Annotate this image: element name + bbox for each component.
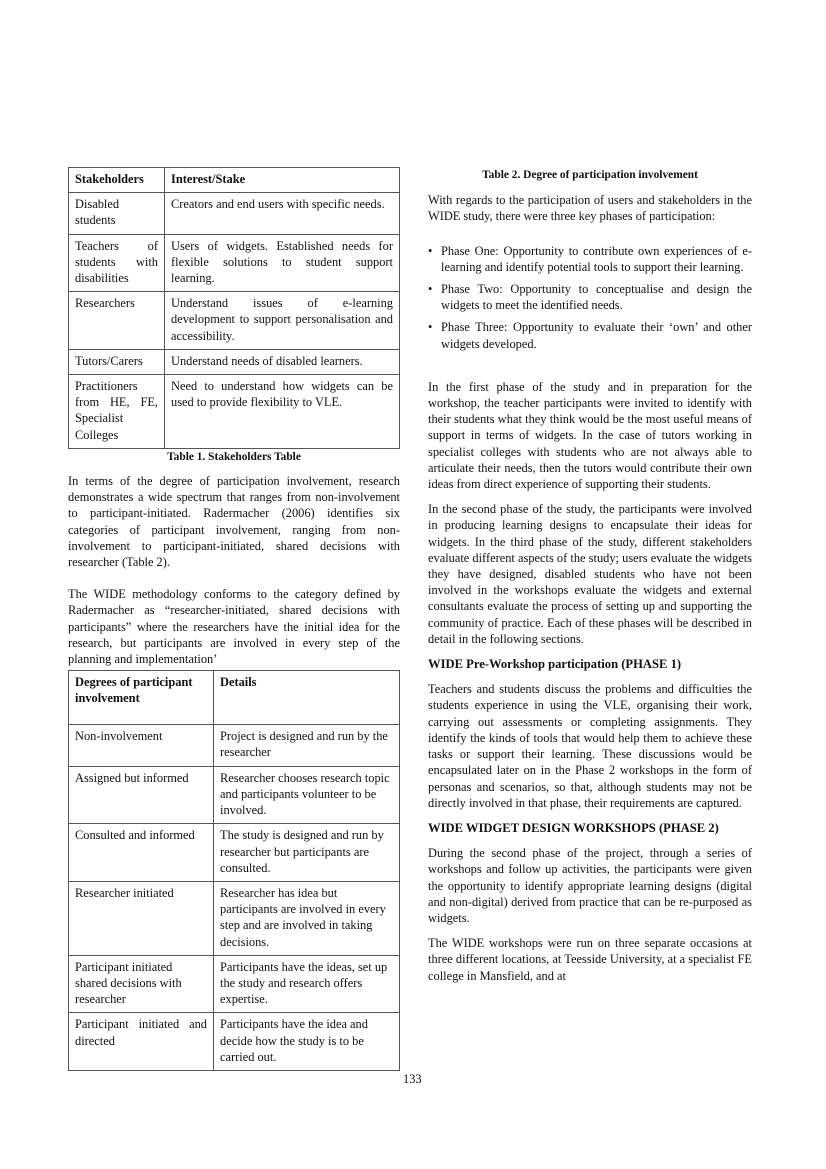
table-row [69, 881, 400, 955]
table-cell: Assigned but informed [69, 766, 214, 824]
table-cell: Participants have the ideas, set up the study and research offers expertise. [214, 955, 400, 1013]
paragraph: In the second phase of the study, the participants were involved in producing learning designs to encapsulate their ideas for widgets. In the third phase of the study, different stakeholders evaluate different aspects of the study; users evaluate the widgets they have designed, disabled students who have not been involved in the workshops evaluate the widgets and external consultants evaluate the process of setting up and supporting the community of practice. Each of these phases will be described in detail in the following sections. [428, 502, 752, 646]
table-header-cell: Stakeholders [69, 168, 165, 193]
table-row [69, 292, 400, 350]
table-cell: Non-involvement [69, 725, 214, 766]
participation-table [68, 670, 400, 1071]
stakeholders-table [68, 167, 400, 449]
section-heading: WIDE WIDGET DESIGN WORKSHOPS (PHASE 2) [428, 820, 719, 835]
table2-caption: Table 2. Degree of participation involvement [482, 169, 698, 181]
table-row [69, 766, 400, 824]
table-cell: Understand issues of e-learning development to support personalisation and accessibility. [165, 292, 400, 350]
table-header-row [69, 671, 400, 725]
paragraph: In the first phase of the study and in preparation for the workshop, the teacher participants were invited to identify with their students what they think would be the most useful means of support in terms of widgets. In the case of tutors working in specialist colleges with students who are not always able to articulate their needs, then the tutors would contribute their own ideas from direct experience of supporting their students. [428, 379, 752, 492]
paragraph: During the second phase of the project, through a series of workshops and follow up activities, the participants were given the opportunity to identify appropriate learning designs (digital and non-digital) derived from practice that can be re-purposed as widgets. [428, 846, 752, 925]
table-row [69, 824, 400, 882]
table-cell: Researcher has idea but participants are involved in every step and are involved in taking decisions. [214, 881, 400, 955]
table-header-cell: Interest/Stake [165, 168, 400, 193]
list-item: • Phase Two: Opportunity to conceptualise and design the widgets to meet the identified needs. [428, 281, 752, 313]
table-cell: Disabled students [69, 193, 165, 234]
table-cell: Participant initiated shared decisions with researcher [69, 955, 214, 1013]
table-cell: Users of widgets. Established needs for flexible solutions to student support learning. [165, 234, 400, 292]
table-cell: Need to understand how widgets can be used to provide flexibility to VLE. [165, 375, 400, 449]
table-cell: Researchers [69, 292, 165, 350]
table-header-cell: Degrees of participant involvement [69, 671, 214, 725]
left-column [68, 167, 400, 1071]
table-row [69, 955, 400, 1013]
table-cell: The study is designed and run by researcher but participants are consulted. [214, 824, 400, 882]
table-cell: Participants have the idea and decide how the study is to be carried out. [214, 1013, 400, 1071]
table-cell: Tutors/Carers [69, 349, 165, 374]
table-cell: Creators and end users with specific needs. [165, 193, 400, 234]
table1-caption: Table 1. Stakeholders Table [167, 450, 301, 463]
table-cell: Researcher chooses research topic and participants volunteer to be involved. [214, 766, 400, 824]
table-cell: Practitioners from HE, FE, Specialist Colleges [69, 375, 165, 449]
table-cell: Consulted and informed [69, 824, 214, 882]
phase-list [428, 243, 752, 352]
table-cell: Participant initiated and directed [69, 1013, 214, 1071]
table-cell: Understand needs of disabled learners. [165, 349, 400, 374]
paragraph: The WIDE methodology conforms to the category defined by Radermacher as “researcher-initiated, shared decisions with participants” where the researchers have the initial idea for the research, but participants are involved in every step of the planning and implementation’ [68, 587, 400, 667]
paragraph: With regards to the participation of users and stakeholders in the WIDE study, there were three key phases of participation: [428, 193, 752, 224]
section-heading: WIDE Pre-Workshop participation (PHASE 1) [428, 657, 682, 672]
table-cell: Researcher initiated [69, 881, 214, 955]
table-row [69, 349, 400, 374]
list-item: • Phase Three: Opportunity to evaluate their ‘own’ and other widgets developed. [428, 319, 752, 351]
table-row [69, 1013, 400, 1071]
table-header-row [69, 168, 400, 193]
table-header-cell: Details [214, 671, 400, 725]
table-row [69, 193, 400, 234]
table-cell: Project is designed and run by the researcher [214, 725, 400, 766]
list-item: • Phase One: Opportunity to contribute own experiences of e-learning and identify potential tools to support their learning. [428, 243, 752, 275]
paragraph: Teachers and students discuss the problems and difficulties the students experience in using the VLE, organising their work, carrying out assessments or completing assignments. They identify the kinds of tools that would help them to achieve these tasks or support their learning. These discussions would be encapsulated later on in the Phase 2 workshops in the form of personas and scenarios, so that, although students may not be directly involved in that phase, their requirements are captured. [428, 682, 752, 810]
paragraph: The WIDE workshops were run on three separate occasions at three different locations, at Teesside University, at a specialist FE college in Mansfield, and at [428, 936, 752, 983]
table-row [69, 234, 400, 292]
page-number: 133 [403, 1072, 422, 1086]
table-row [69, 375, 400, 449]
paragraph: In terms of the degree of participation involvement, research demonstrates a wide spectrum that ranges from non-involvement to participant-initiated. Radermacher (2006) identifies six categories of participant involvement, ranging from non-involvement to participant-initiated, shared decisions with researcher (Table 2). [68, 474, 400, 570]
table-cell: Teachers of students with disabilities [69, 234, 165, 292]
table-row [69, 725, 400, 766]
right-column [428, 167, 752, 984]
